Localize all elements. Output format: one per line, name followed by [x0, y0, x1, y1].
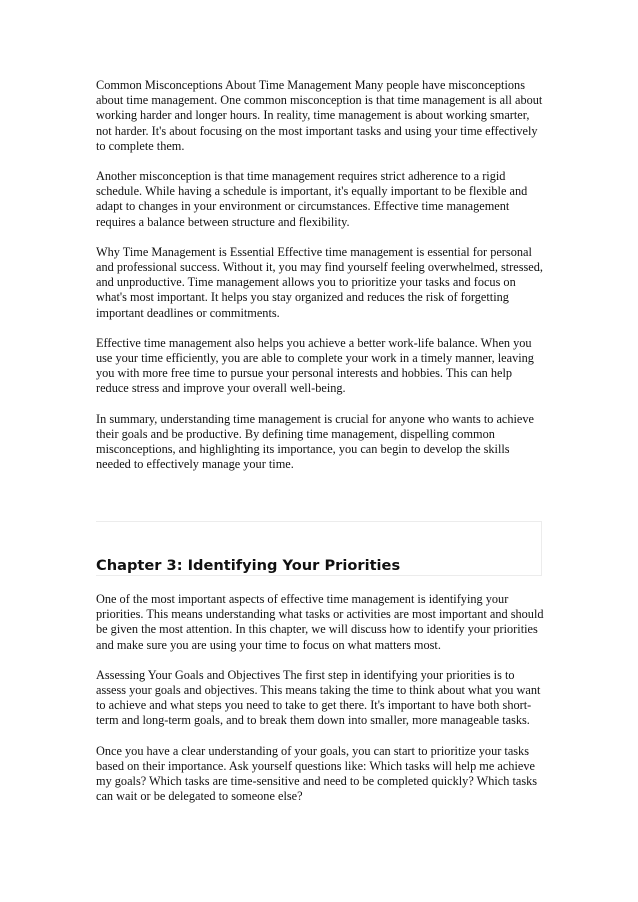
paragraph-summary: In summary, understanding time management is crucial for anyone who wants to achieve their goals and be productive. By defining time management, dispelling common misconceptions, and highlighting its importance, you can begin to develop the skills needed to effectively manage your time. — [96, 411, 534, 472]
paragraph-identifying-priorities: One of the most important aspects of effective time management is identifying your priorities. This means understanding what tasks or activities are most important and should be given the most attention. In this chapter, we will discuss how to identify your priorities and make sure you are using your time to focus on what matters most. — [96, 592, 544, 652]
paragraph-work-life-balance: Effective time management also helps you achieve a better work-life balance. When you use your time efficiently, you are able to complete your work in a timely manner, leaving you with more free time to pursue your personal interests and hobbies. This can help reduce stress and improve your overall well-being. — [96, 335, 534, 396]
paragraph-why-essential: Why Time Management is Essential Effective time management is essential for personal and professional success. Without it, you may find yourself feeling overwhelmed, stressed, and unproductive. Time management allows you to prioritize your tasks and focus on what's most important. It helps you stay organized and reduces the risk of forgetting important deadlines or commitments. — [96, 244, 543, 320]
chapter-title: Chapter 3: Identifying Your Priorities — [96, 557, 401, 574]
paragraph-misconceptions: Common Misconceptions About Time Management Many people have misconceptions about time management. One common misconception is that time management is all about working harder and longer hours. In reality, time management is about working smarter, not harder. It's about focusing on the most important tasks and using your time effectively to complete them. — [96, 78, 543, 153]
paragraph-assessing-goals: Assessing Your Goals and Objectives The first step in identifying your priorities is to assess your goals and objectives. This means taking the time to think about what you want to achieve and what steps you need to take to get there. It's important to have both short-term and long-term goals, and to break them down into smaller, more manageable tasks. — [96, 667, 541, 728]
chapter-body — [96, 592, 544, 819]
paragraph-rigid-schedule: Another misconception is that time management requires strict adherence to a rigid schedule. While having a schedule is important, it's equally important to be flexible and adapt to changes in your environment or circumstances. Effective time management requires a balance between structure and flexibility. — [96, 169, 528, 229]
paragraph-prioritize-tasks: Once you have a clear understanding of your goals, you can start to prioritize your tasks based on their importance. Ask yourself questions like: Which tasks will help me achieve my goals? Which tasks are time-sensitive and need to be completed quickly? Which tasks can wait or be delegated to someone else? — [96, 743, 538, 804]
section-body — [96, 78, 544, 487]
